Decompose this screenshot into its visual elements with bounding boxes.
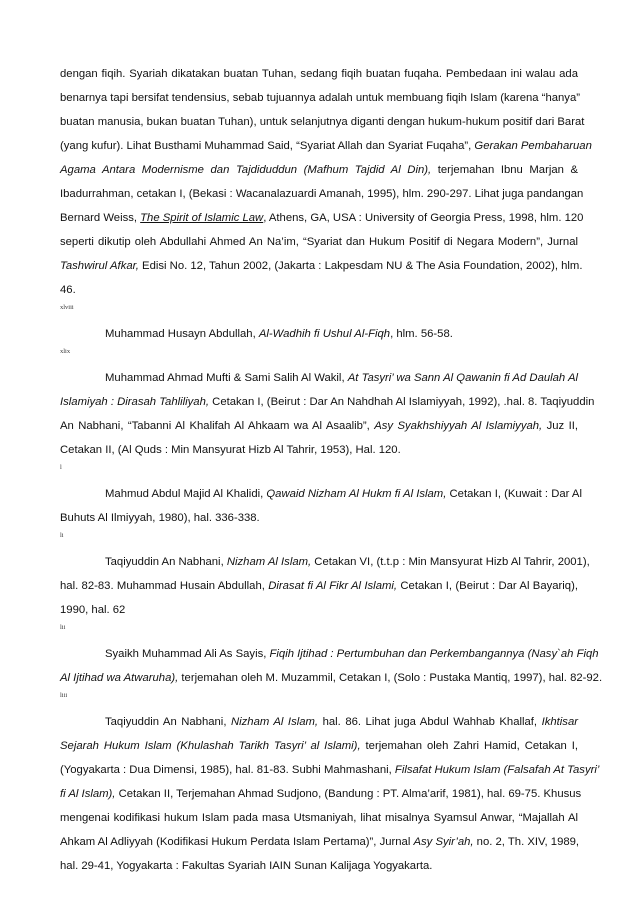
text-line (60, 210, 584, 226)
italic-title: The Spirit of Islamic Law (140, 212, 264, 224)
footnote-marker: lii (60, 624, 66, 631)
text-line (60, 282, 578, 298)
italic-title: Nizham Al Islam, (230, 716, 319, 728)
text-run: 46. (60, 284, 76, 296)
text-run: , hlm. 56-58. (390, 328, 453, 340)
text-line (60, 602, 578, 618)
italic-title: Islamiyah : Dirasah Tahliliyah, (60, 396, 210, 408)
text-run: Cetakan II, Terjemahan Ahmad Sudjono, (Bandung : PT. Alma’arif, 1981), hal. 69-75. Khusus (115, 788, 582, 800)
footnote-marker: xlix (60, 348, 71, 355)
text-line (60, 714, 578, 730)
text-run: Cetakan II, (Al Quds : Min Mansyurat Hizb Al Tahrir, 1953), Hal. 120. (60, 444, 401, 456)
text-run: Taqiyuddin An Nabhani, (105, 716, 231, 728)
footnote-marker: li (60, 532, 64, 539)
footnote-marker: l (60, 464, 62, 471)
text-line (60, 258, 583, 274)
text-run: Ahkam Al Adliyyah (Kodifikasi Hukum Perdata Islam Pertama)”, Jurnal (60, 836, 414, 848)
italic-title: fi Al Islam), (60, 788, 116, 800)
text-run: Ibadurrahman, cetakan I, (Bekasi : Wacanalazuardi Amanah, 1995), hlm. 290-297. Lihat juga pandangan (60, 188, 584, 200)
italic-title: Dirasat fi Al Fikr Al Islami, (268, 580, 398, 592)
text-line (60, 234, 578, 250)
text-line (60, 418, 578, 434)
text-line (60, 738, 578, 754)
footnote-marker: liii (60, 692, 68, 699)
text-run: dengan fiqih. Syariah dikatakan buatan Tuhan, sedang fiqih buatan fuqaha. Pembedaan ini walau ada (60, 68, 578, 80)
text-run: Taqiyuddin An Nabhani, (105, 556, 227, 568)
text-line (60, 810, 578, 826)
text-run: buatan manusia, bukan buatan Tuhan), untuk selanjutnya diganti dengan hukum-hukum positif dari Barat (60, 116, 585, 128)
text-run: An Nabhani, “Tabanni Al Khalifah Al Ahkaam wa Al Asaalib”, (60, 420, 375, 432)
italic-title: Asy Syir’ah, (413, 836, 474, 848)
text-run: terjemahan oleh M. Muzammil, Cetakan I, (Solo : Pustaka Mantiq, 1997), hal. 82-92. (178, 672, 603, 684)
text-line (60, 762, 600, 778)
text-run: benarnya tapi bersifat tendensius, sebab tujuannya adalah untuk membuang fiqih Islam (karena “hanya” (60, 92, 580, 104)
text-line (60, 442, 578, 458)
text-line (60, 90, 578, 106)
text-run: Cetakan I, (Beirut : Dar Al Bayariq), (397, 580, 578, 592)
text-run: Edisi No. 12, Tahun 2002, (Jakarta : Lakpesdam NU & The Asia Foundation, 2002), hlm. (138, 260, 583, 272)
italic-title: Gerakan Pembaharuan (474, 140, 592, 152)
text-run: terjemahan oleh Zahri Hamid, Cetakan I, (360, 740, 578, 752)
text-run: (Yogyakarta : Dua Dimensi, 1985), hal. 81-83. Subhi Mahmashani, (60, 764, 395, 776)
italic-title: Asy Syakhshiyyah Al Islamiyyah, (374, 420, 543, 432)
italic-title: Tashwirul Afkar, (60, 260, 139, 272)
text-run: Cetakan I, (Beirut : Dar An Nahdhah Al Islamiyyah, 1992), .hal. 8. Taqiyuddin (209, 396, 595, 408)
text-line (60, 578, 578, 594)
italic-title: Filsafat Hukum Islam (Falsafah At Tasyri’ (394, 764, 600, 776)
text-run: hal. 82-83. Muhammad Husain Abdullah, (60, 580, 269, 592)
text-line (60, 670, 603, 686)
text-run: 1990, hal. 62 (60, 604, 126, 616)
text-run: seperti dikutip oleh Abdullahi Ahmed An Na’im, “Syariat dan Hukum Positif di Negara Modern”, Jurnal (60, 236, 578, 248)
text-line (60, 510, 578, 526)
text-line (60, 138, 592, 154)
footnote-marker: xlviii (60, 304, 74, 311)
italic-title: Nizham Al Islam, (226, 556, 312, 568)
text-line (60, 858, 578, 874)
italic-title: Al Ijtihad wa Atwaruha), (60, 672, 179, 684)
italic-title: Agama Antara Modernisme dan Tajdiduddun (Mafhum Tajdid Al Din), (60, 164, 432, 176)
italic-title: Sejarah Hukum Islam (Khulashah Tarikh Tasyri’ al Islami), (60, 740, 361, 752)
text-line (60, 486, 582, 502)
text-line (60, 554, 590, 570)
italic-title: Al-Wadhih fi Ushul Al-Fiqh (258, 328, 391, 340)
text-line (60, 326, 578, 342)
text-run: hal. 29-41, Yogyakarta : Fakultas Syariah IAIN Sunan Kalijaga Yogyakarta. (60, 860, 433, 872)
text-run: Mahmud Abdul Majid Al Khalidi, (105, 488, 267, 500)
text-line (60, 162, 578, 178)
text-line (60, 786, 582, 802)
text-line (60, 66, 578, 82)
text-line (60, 834, 578, 850)
italic-title: Qawaid Nizham Al Hukm fi Al Islam, (266, 488, 447, 500)
text-line (60, 646, 599, 662)
text-run: terjemahan Ibnu Marjan & (431, 164, 579, 176)
text-run: Syaikh Muhammad Ali As Sayis, (105, 648, 270, 660)
text-run: Muhammad Husayn Abdullah, (105, 328, 259, 340)
text-line (60, 186, 584, 202)
text-run: hal. 86. Lihat juga Abdul Wahhab Khallaf, (318, 716, 542, 728)
text-run: Bernard Weiss, (60, 212, 141, 224)
text-run: , Athens, GA, USA : University of Georgia Press, 1998, hlm. 120 (263, 212, 584, 224)
text-line (60, 114, 585, 130)
italic-title: At Tasyri’ wa Sann Al Qawanin fi Ad Daulah Al (347, 372, 578, 384)
text-run: Juz II, (542, 420, 579, 432)
text-run: Cetakan VI, (t.t.p : Min Mansyurat Hizb Al Tahrir, 2001), (311, 556, 590, 568)
text-run: (yang kufur). Lihat Busthami Muhammad Said, “Syariat Allah dan Syariat Fuqaha”, (60, 140, 475, 152)
italic-title: Fiqih Ijtihad : Pertumbuhan dan Perkembangannya (Nasy`ah Fiqh (269, 648, 599, 660)
text-line (60, 394, 595, 410)
text-line (60, 370, 578, 386)
text-run: no. 2, Th. XIV, 1989, (473, 836, 580, 848)
text-run: mengenai kodifikasi hukum Islam pada masa Utsmaniyah, lihat misalnya Syamsul Anwar, “Majallah Al (60, 812, 578, 824)
text-run: Buhuts Al Ilmiyyah, 1980), hal. 336-338. (60, 512, 260, 524)
italic-title: Ikhtisar (541, 716, 579, 728)
text-run: Cetakan I, (Kuwait : Dar Al (446, 488, 582, 500)
text-run: Muhammad Ahmad Mufti & Sami Salih Al Wakil, (105, 372, 348, 384)
